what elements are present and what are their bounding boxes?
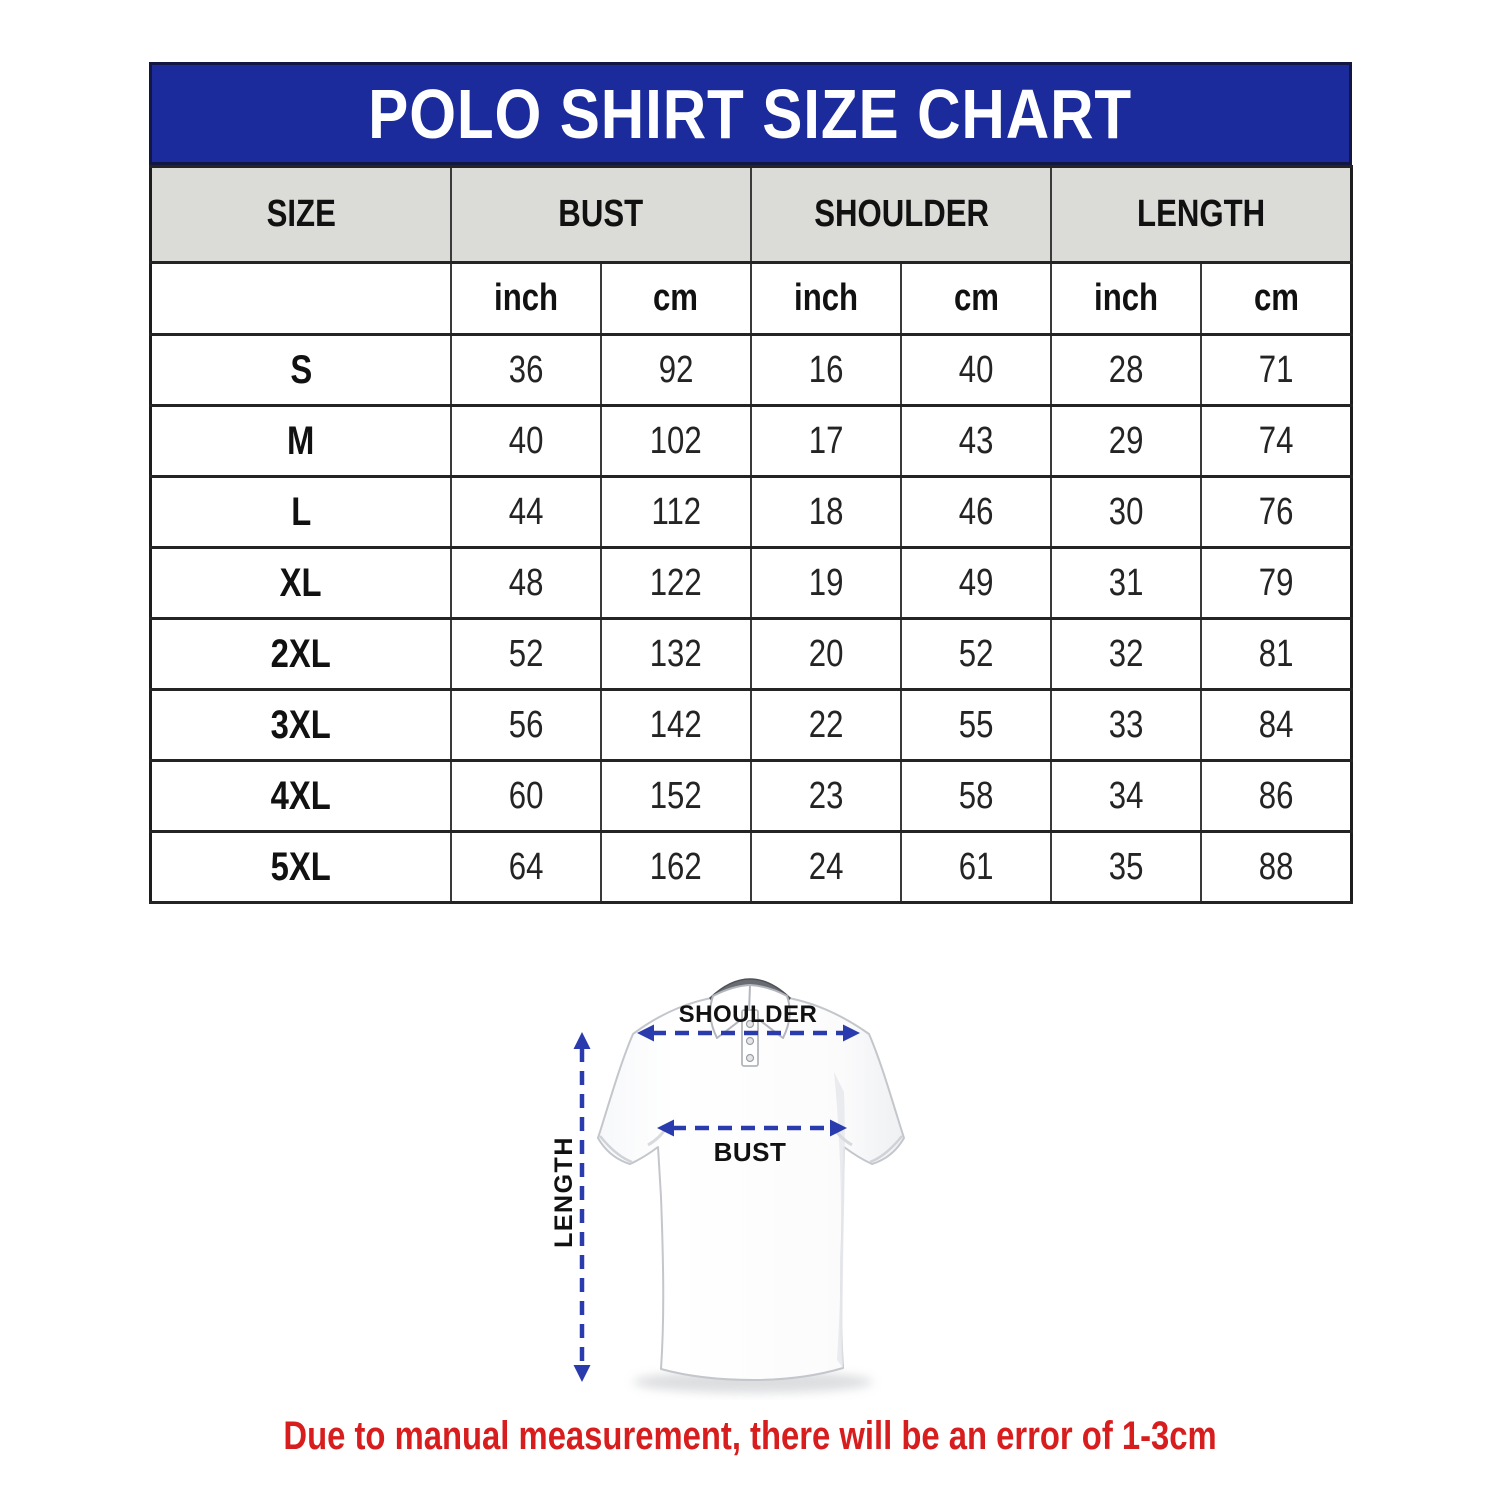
value-cell: 17 — [751, 406, 901, 477]
value-cell: 88 — [1201, 832, 1351, 903]
value-cell: 32 — [1051, 619, 1201, 690]
value-cell: 24 — [751, 832, 901, 903]
value-cell: 152 — [601, 761, 751, 832]
unit-header: cm — [901, 263, 1051, 335]
value-cell: 34 — [1051, 761, 1201, 832]
table-row — [151, 832, 1352, 903]
value-cell: 79 — [1201, 548, 1351, 619]
value-cell: 36 — [451, 335, 601, 406]
value-cell: 23 — [751, 761, 901, 832]
col-header-bust: BUST — [451, 167, 751, 263]
size-cell: XL — [151, 548, 451, 619]
banner — [149, 62, 1352, 165]
value-cell: 46 — [901, 477, 1051, 548]
size-cell: 5XL — [151, 832, 451, 903]
value-cell: 112 — [601, 477, 751, 548]
table-header-row — [151, 167, 1352, 263]
value-cell: 48 — [451, 548, 601, 619]
shirt-diagram-svg — [520, 952, 1080, 1412]
size-chart-table — [149, 165, 1353, 904]
value-cell: 44 — [451, 477, 601, 548]
value-cell: 55 — [901, 690, 1051, 761]
value-cell: 40 — [451, 406, 601, 477]
value-cell: 29 — [1051, 406, 1201, 477]
value-cell: 162 — [601, 832, 751, 903]
value-cell: 18 — [751, 477, 901, 548]
unit-header: cm — [601, 263, 751, 335]
value-cell: 74 — [1201, 406, 1351, 477]
value-cell: 52 — [901, 619, 1051, 690]
value-cell: 43 — [901, 406, 1051, 477]
col-header-size: SIZE — [151, 167, 451, 263]
length-arrowhead-bottom — [574, 1365, 591, 1382]
unit-header: inch — [1051, 263, 1201, 335]
value-cell: 58 — [901, 761, 1051, 832]
value-cell: 86 — [1201, 761, 1351, 832]
value-cell: 33 — [1051, 690, 1201, 761]
measurement-note: Due to manual measurement, there will be an error of 1-3cm — [283, 1414, 1217, 1458]
length-arrowhead-top — [574, 1032, 591, 1049]
empty-cell — [151, 263, 451, 335]
value-cell: 30 — [1051, 477, 1201, 548]
value-cell: 31 — [1051, 548, 1201, 619]
value-cell: 19 — [751, 548, 901, 619]
value-cell: 56 — [451, 690, 601, 761]
unit-header: cm — [1201, 263, 1351, 335]
value-cell: 52 — [451, 619, 601, 690]
table-row — [151, 690, 1352, 761]
table-row — [151, 548, 1352, 619]
value-cell: 102 — [601, 406, 751, 477]
unit-header: inch — [751, 263, 901, 335]
button — [747, 1038, 754, 1045]
value-cell: 81 — [1201, 619, 1351, 690]
size-cell: M — [151, 406, 451, 477]
length-label: LENGTH — [550, 1136, 578, 1248]
table-row — [151, 761, 1352, 832]
size-cell: 3XL — [151, 690, 451, 761]
value-cell: 132 — [601, 619, 751, 690]
unit-header-row — [151, 263, 1352, 335]
size-cell: 4XL — [151, 761, 451, 832]
value-cell: 22 — [751, 690, 901, 761]
value-cell: 20 — [751, 619, 901, 690]
value-cell: 122 — [601, 548, 751, 619]
size-cell: 2XL — [151, 619, 451, 690]
value-cell: 60 — [451, 761, 601, 832]
table-row — [151, 619, 1352, 690]
value-cell: 76 — [1201, 477, 1351, 548]
size-cell: S — [151, 335, 451, 406]
value-cell: 61 — [901, 832, 1051, 903]
value-cell: 49 — [901, 548, 1051, 619]
polo-shirt-illustration — [520, 952, 1080, 1412]
value-cell: 71 — [1201, 335, 1351, 406]
value-cell: 64 — [451, 832, 601, 903]
col-header-length: LENGTH — [1051, 167, 1351, 263]
value-cell: 16 — [751, 335, 901, 406]
unit-header: inch — [451, 263, 601, 335]
button — [747, 1055, 754, 1062]
table-row — [151, 335, 1352, 406]
size-cell: L — [151, 477, 451, 548]
col-header-shoulder: SHOULDER — [751, 167, 1051, 263]
value-cell: 84 — [1201, 690, 1351, 761]
table-row — [151, 406, 1352, 477]
value-cell: 35 — [1051, 832, 1201, 903]
value-cell: 92 — [601, 335, 751, 406]
table-row — [151, 477, 1352, 548]
shoulder-label: SHOULDER — [678, 1001, 818, 1028]
value-cell: 28 — [1051, 335, 1201, 406]
value-cell: 40 — [901, 335, 1051, 406]
value-cell: 142 — [601, 690, 751, 761]
page-title: POLO SHIRT SIZE CHART — [368, 74, 1133, 153]
bust-label: BUST — [713, 1137, 787, 1167]
